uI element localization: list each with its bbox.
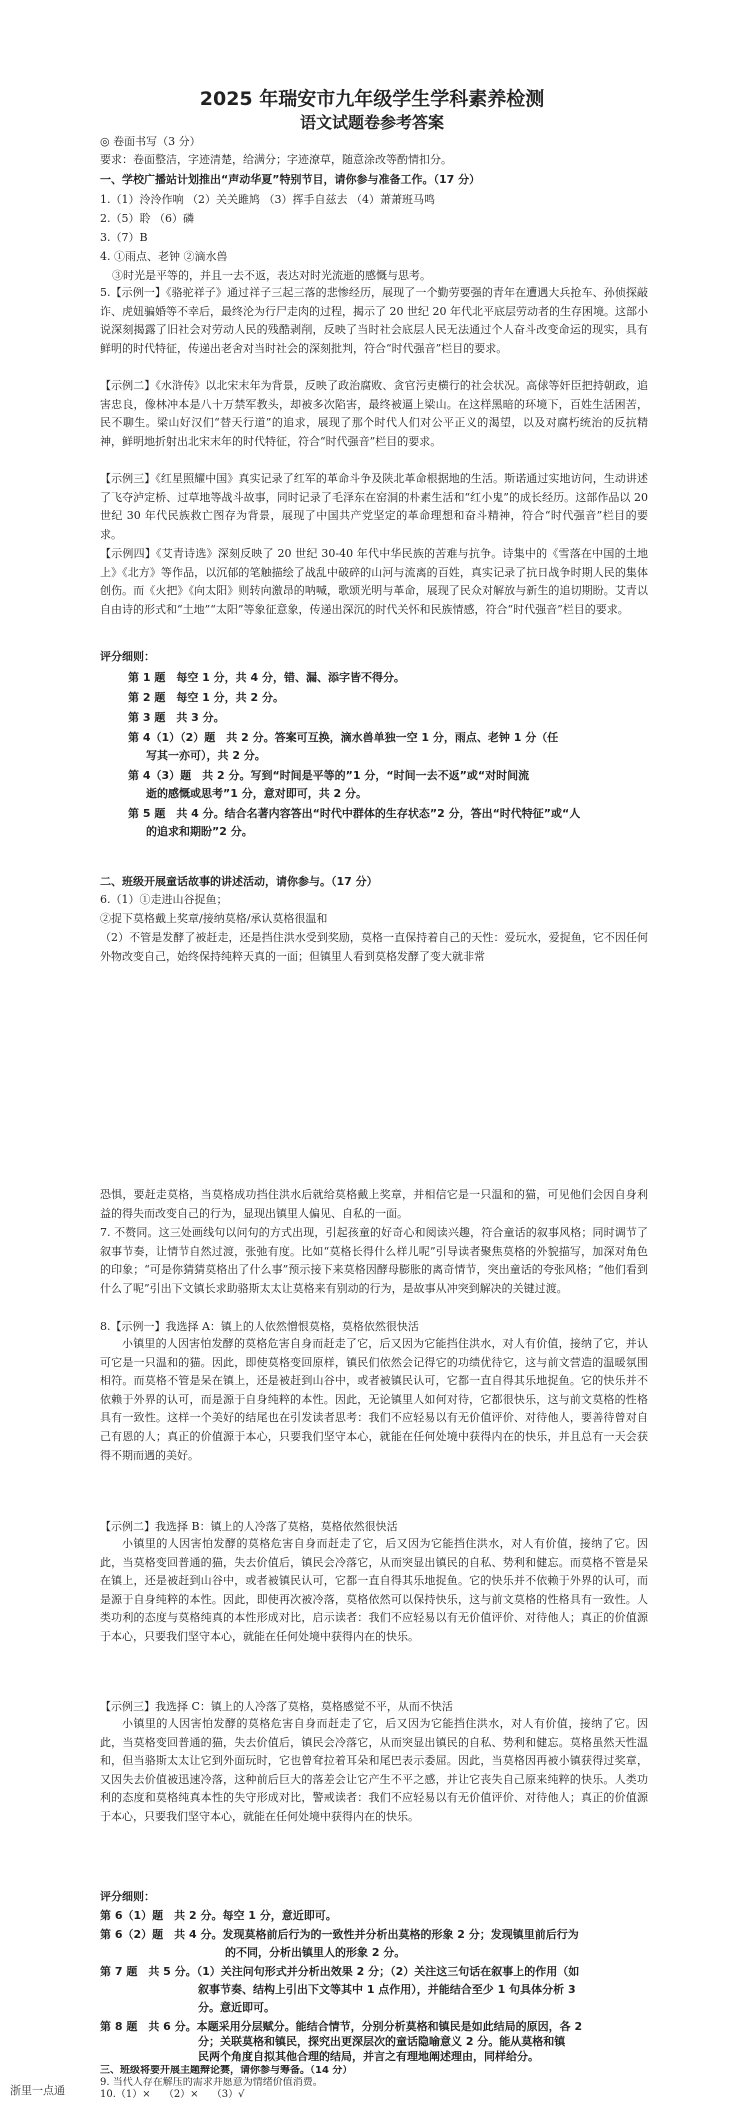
answer-q6-2: （2）不管是发酵了被赶走，还是挡住洪水受到奖励，莫格一直保持着自己的天性：爱玩水，爱捉鱼，它不因任何外物改变自己，始终保持纯粹天真的一面；但镇里人看到莫格发酵了变大就非常: [100, 931, 648, 963]
answer-q10: 10.（1）× （2）× （3）√: [100, 2089, 245, 2100]
answer-q5-example2: 【示例二】《水浒传》以北宋末年为背景，反映了政治腐败、贪官污吏横行的社会状况。高俅等奸臣把持朝政，追害忠良，像林冲本是八十万禁军教头，却被多次陷害，最终被逼上梁山。在这样黑暗的环境下，百姓生活困苦，民不聊生。梁山好汉们“替天行道”的追求，展现了那个时代人们对公平正义的渴望，以及对腐朽统治的反抗精神，鲜明地折射出北宋末年的时代特征，符合“时代强音”栏目的要求。: [100, 379, 648, 448]
answer-q3: 3.（7）B: [100, 231, 148, 244]
answer-q5-example1: 5.【示例一】《骆驼祥子》通过祥子三起三落的悲惨经历，展现了一个勤劳要强的青年在遭遇大兵抢车、孙侦探敲诈、虎妞骗婚等不幸后，最终沦为行尸走肉的过程，揭示了 20 世纪 20 年代北平底层劳动者的生存困境。这部小说深刻揭露了旧社会对劳动人民的残酷剥削，反映了当时社会底层人民无法通过个人奋斗改变命运的现实，具有鲜明的时代特征，传递出老舍对当时社会的深刻批判，符合“时代强音”栏目的要求。: [100, 286, 648, 355]
blank-area: [100, 1020, 648, 1170]
page-subtitle: 语文试题卷参考答案: [299, 113, 444, 132]
answer-q8-example3-title: 【示例三】我选择 C：镇上的人冷落了莫格，莫格感觉不平，从而不快活: [100, 1700, 453, 1713]
scoring2-rule4: 第 8 题 共 6 分。本题采用分层赋分。能结合情节，分别分析莫格和镇民是如此结局的原因，各 2: [100, 2020, 583, 2033]
answer-q4: 4. ①雨点、老钟 ②滴水兽: [100, 250, 228, 263]
section2-heading: 二、班级开展童话故事的讲述活动，请你参与。（17 分）: [100, 875, 378, 888]
scoring1-rule5: 第 4（3）题 共 2 分。写到“时间是平等的”1 分，“时间一去不返”或“对时间流: [128, 769, 530, 782]
answer-q8-example2-title: 【示例二】我选择 B：镇上的人冷落了莫格，莫格依然很快活: [100, 1520, 398, 1533]
scoring1-rule1: 第 1 题 每空 1 分，共 4 分，错、漏、添字皆不得分。: [128, 671, 405, 684]
section1-heading: 一、学校广播站计划推出“声动华夏”特别节目，请你参与准备工作。（17 分）: [100, 173, 481, 186]
scoring2-rule2-cont: 的不同，分析出镇里人的形象 2 分。: [225, 1946, 406, 1959]
section3-heading: 三、班级将要开展主题辩论赛，请你参与筹备。（14 分）: [100, 2065, 353, 2076]
scoring2-label: 评分细则：: [100, 1890, 155, 1903]
writing-note: ◎ 卷面书写（3 分）: [100, 135, 201, 148]
answer-q5-example4: 【示例四】《艾青诗选》深刻反映了 20 世纪 30-40 年代中华民族的苦难与抗争。诗集中的《雪落在中国的土地上》《北方》等作品，以沉郁的笔触描绘了战乱中破碎的山河与流离的百姓，真实记录了抗日战争时期人民的集体创伤。而《火把》《向太阳》则转向激昂的呐喊，歌颂光明与革命，展现了民众对解放与新生的追切期盼。艾青以自由诗的形式和“土地”“太阳”等象征意象，传递出深沉的时代关怀和民族情感，符合“时代强音”栏目的要求。: [100, 547, 648, 616]
answer-q2: 2.（5）聆 （6）磷: [100, 212, 194, 225]
scoring1-rule3: 第 3 题 共 3 分。: [128, 711, 225, 724]
scoring2-rule3-cont: 叙事节奏、结构上引出下文等其中 1 点作用），并能结合至少 1 句具体分析 3: [198, 1983, 576, 1996]
answer-q4-part3: ③时光是平等的，并且一去不返，表达对时光流逝的感慨与思考。: [112, 269, 431, 282]
answer-q6-1b: ②捉下莫格戴上奖章/接纳莫格/承认莫格很温和: [100, 912, 328, 925]
page-title: 2025 年瑞安市九年级学生学科素养检测: [199, 88, 545, 110]
scoring2-rule4-cont: 分；关联莫格和镇民，探究出更深层次的童话隐喻意义 2 分。能从莫格和镇: [198, 2035, 566, 2048]
scoring2-rule2: 第 6（2）题 共 4 分。发现莫格前后行为的一致性并分析出莫格的形象 2 分；发现镇里前后行为: [100, 1928, 579, 1941]
answer-q8-example1-title: 8.【示例一】我选择 A：镇上的人依然憎恨莫格，莫格依然很快活: [100, 1320, 419, 1333]
scoring2-rule3: 第 7 题 共 5 分。（1）关注问句形式并分析出效果 2 分；（2）关注这三句话在叙事上的作用（如: [100, 1965, 580, 1978]
writing-requirement: 要求：卷面整洁，字迹清楚，给满分；字迹潦草，随意涂改等酌情扣分。: [100, 153, 452, 166]
answer-q8-example3: 小镇里的人因害怕发酵的莫格危害自身而赶走了它，后又因为它能挡住洪水，对人有价值，接纳了它。因此，当莫格变回普通的猫，失去价值后，镇民会冷落它，从而突显出镇民的自私、势利和健忘。莫格虽然天性温和，但当骆斯太太让它到外面玩时，它也曾耷拉着耳朵和尾巴表示委屈。因此，当莫格因再被小镇获得过奖章，又因失去价值被迅速冷落，这种前后巨大的落差会让它产生不平之感，并让它丧失自己原来纯粹的快乐。人类功利的态度和莫格纯真本性的失守形成对比，警戒读者：我们不应轻易以有无价值评价、对待他人；真正的价值源于本心，只要我们坚守本心，就能在任何处境中获得内在的快乐。: [100, 1717, 648, 1823]
scoring1-label: 评分细则：: [100, 650, 155, 663]
answer-q7: 7. 不赘同。这三处画线句以问句的方式出现，引起孩童的好奇心和阅读兴趣，符合童话的叙事风格；同时调节了叙事节奏，让情节自然过渡，张弛有度。比如“莫格长得什么样儿呢”引导读者聚焦莫格的外貌描写，加深对角色的印象；“可是你猜猜莫格出了什么事”预示接下来莫格因酵母膨胀的离奇情节，突出童话的夸张风格；“他们看到什么了呢”引出下文镇长求助骆斯太太让莫格来有别动的行为，是故事从冲突到解决的关键过渡。: [100, 1226, 648, 1295]
scoring1-rule6-cont: 的追求和期盼”2 分。: [146, 825, 253, 838]
answer-q9: 9. 当代人存在解压的需求并愿意为情绪价值消费。: [100, 2077, 323, 2088]
answer-q1: 1.（1）泠泠作响 （2）关关雎鸠 （3）挥手自兹去 （4）萧萧班马鸣: [100, 193, 435, 206]
answer-q6-1: 6.（1）①走进山谷捉鱼；: [100, 893, 228, 906]
answer-q5-example3: 【示例三】《红星照耀中国》真实记录了红军的革命斗争及陕北革命根据地的生活。斯诺通过实地访问，生动讲述了飞夺泸定桥、过草地等战斗故事，同时记录了毛泽东在窑洞的朴素生活和“红小鬼”的成长经历。这部作品以 20 世纪 30 年代民族救亡图存为背景，展现了中国共产党坚定的革命理想和奋斗精神，符合“时代强音”栏目的要求。: [100, 472, 648, 541]
scoring1-rule4-cont: 写其一亦可），共 2 分。: [146, 749, 266, 762]
answer-q6-2-cont: 恐惧，要赶走莫格，当莫格成功挡住洪水后就给莫格戴上奖章，并相信它是一只温和的猫，可见他们会因自身利益的得失而改变自己的行为，显现出镇里人偏见、自私的一面。: [100, 1188, 648, 1220]
scoring1-rule4: 第 4（1）（2）题 共 2 分。答案可互换，滴水兽单独一空 1 分，雨点、老钟 1 分（任: [128, 731, 559, 744]
footer-watermark: 浙里一点通: [10, 2084, 65, 2097]
answer-q8-example2: 小镇里的人因害怕发酵的莫格危害自身而赶走了它，后又因为它能挡住洪水，对人有价值，接纳了它。因此，当莫格变回普通的猫，失去价值后，镇民会冷落它，从而突显出镇民的自私、势利和健忘。而莫格不管是呆在镇上，还是被赶到山谷中，或者被镇民认可，它都一直自得其乐地捉鱼。它的快乐并不依赖于外界的认可，而是源于自身纯粹的本性。因此，即使再次被冷落，莫格依然可以保持快乐，这与前文莫格的性格具有一致性。人类功利的态度与莫格纯真的本性形成对比，启示读者：我们不应轻易以有无价值评价、对待他人；真正的价值源于本心，只要我们坚守本心，就能在任何处境中获得内在的快乐。: [100, 1537, 648, 1643]
scoring1-rule2: 第 2 题 每空 1 分，共 2 分。: [128, 691, 284, 704]
scoring1-rule5-cont: 逝的感慨或思考”1 分，意对即可，共 2 分。: [146, 787, 368, 800]
answer-q8-example1: 小镇里的人因害怕发酵的莫格危害自身而赶走了它，后又因为它能挡住洪水，对人有价值，接纳了它，并认可它是一只温和的猫。因此，即使莫格变回原样，镇民们依然会记得它的功绩优待它，这与前文营造的温暖氛围相符。而莫格不管是呆在镇上，还是被赶到山谷中，或者被镇民认可，它都一直自得其乐地捉鱼。它的快乐并不依赖于外界的认可，而是源于自身纯粹的本性。因此，无论镇里人如何对待，它都很快乐，这与前文莫格的性格具有一致性。这样一个美好的结尾也在引发读者思考：我们不应轻易以有无价值评价、对待他人，要善待曾对自己有恩的人；真正的价值源于本心，只要我们坚守本心，就能在任何处境中获得内在的快乐，并且总有一天会获得不期而遇的美好。: [100, 1337, 648, 1462]
scoring1-rule6: 第 5 题 共 4 分。结合名著内容答出“时代中群体的生存状态”2 分，答出“时代特征”或“人: [128, 807, 581, 820]
scoring2-rule3-cont2: 分。意近即可。: [198, 2001, 275, 2014]
scoring2-rule4-cont2: 民两个角度自拟其他合理的结局，并言之有理地阐述理由，同样给分。: [198, 2050, 539, 2063]
scoring2-rule1: 第 6（1）题 共 2 分。每空 1 分，意近即可。: [100, 1909, 337, 1922]
